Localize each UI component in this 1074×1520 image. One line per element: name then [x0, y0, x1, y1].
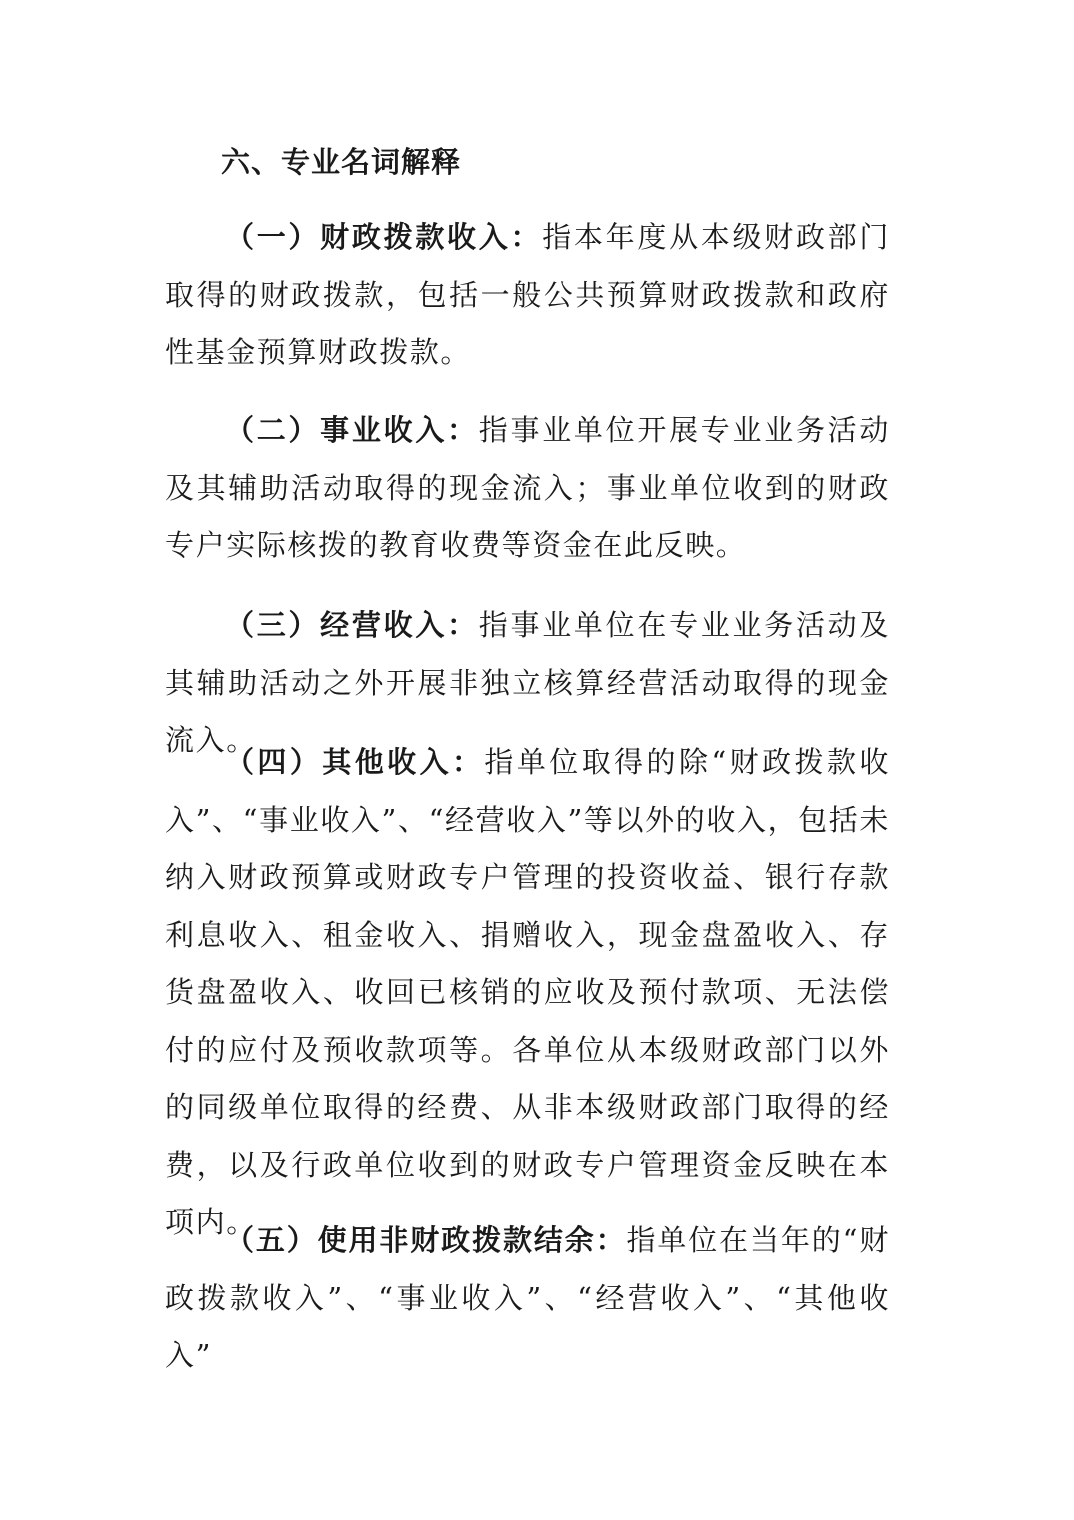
definition-paragraph-1 — [165, 209, 890, 382]
definition-text-5: 指单位在当年的“财政拨款收入”、“事业收入”、“经营收入”、“其他收入” — [165, 1223, 890, 1372]
definition-text-4: 指单位取得的除“财政拨款收入”、“事业收入”、“经营收入”等以外的收入，包括未纳入财政预算或财政专户管理的投资收益、银行存款利息收入、租金收入、捐赠收入，现金盘盈收入、存货盘盈收入、收回已核销的应收及预付款项、无法偿付的应付及预收款项等。各单位从本级财政部门以外的同级单位取得的经费、从非本级财政部门取得的经费，以及行政单位收到的财政专户管理资金反映在本项内。 — [165, 745, 890, 1239]
definition-term-5: （五）使用非财政拨款结余： — [225, 1223, 627, 1257]
definition-text-3: 指事业单位在专业业务活动及其辅助活动之外开展非独立核算经营活动取得的现金流入。 — [165, 608, 890, 757]
definition-text-1: 指本年度从本级财政部门取得的财政拨款，包括一般公共预算财政拨款和政府性基金预算财政拨款。 — [165, 220, 890, 369]
section-heading: 六、专业名词解释 — [221, 145, 462, 179]
definition-term-3: （三）经营收入： — [225, 608, 479, 642]
definition-paragraph-5 — [165, 1212, 890, 1385]
definition-paragraph-4 — [165, 734, 890, 1252]
definition-paragraph-2 — [165, 402, 890, 575]
definition-term-4: （四）其他收入： — [225, 745, 485, 779]
definition-term-2: （二）事业收入： — [225, 413, 479, 447]
definition-term-1: （一）财政拨款收入： — [225, 220, 543, 254]
definition-text-2: 指事业单位开展专业业务活动及其辅助活动取得的现金流入；事业单位收到的财政专户实际核拨的教育收费等资金在此反映。 — [165, 413, 890, 562]
